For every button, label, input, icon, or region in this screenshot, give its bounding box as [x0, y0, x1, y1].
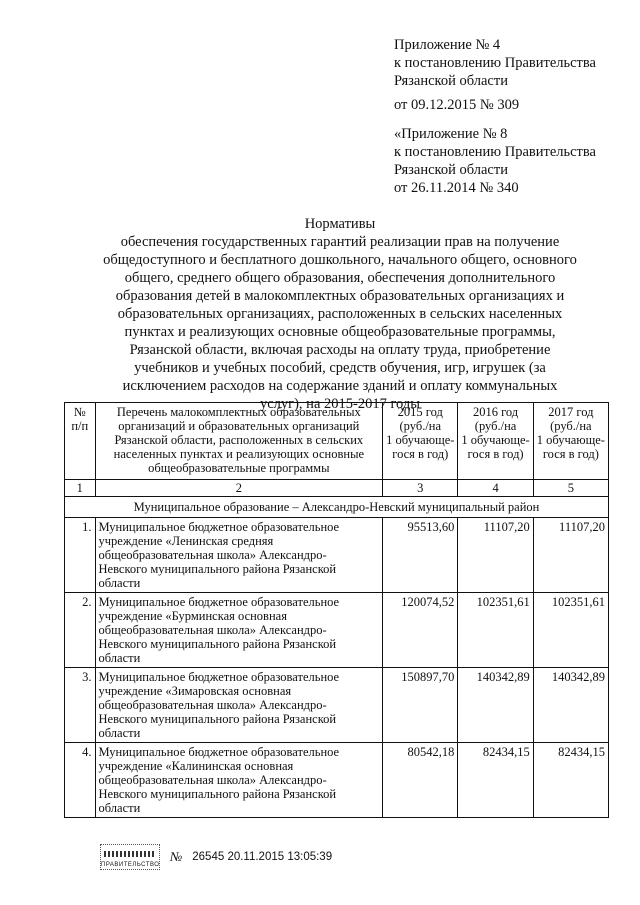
appendix-header	[394, 36, 634, 90]
normatives-table	[64, 402, 609, 818]
appendix-line: к постановлению Правительства	[394, 55, 596, 71]
barcode-icon	[104, 851, 156, 857]
name-line: учреждение «Ленинская средняя	[98, 534, 274, 548]
name-line: Невского муниципального района Рязанской	[98, 562, 337, 576]
table-row	[65, 668, 609, 743]
value-2016: 82434,15	[458, 743, 533, 818]
institution-name	[95, 668, 383, 743]
value-2016: 102351,61	[458, 593, 533, 668]
header-text: (руб./на	[399, 419, 442, 433]
name-line: Невского муниципального района Рязанской	[98, 712, 337, 726]
title-line: услуг), на 2015-2017 годы	[259, 396, 420, 412]
prior-appendix-line: к постановлению Правительства	[394, 144, 596, 160]
appendix-line: Приложение № 4	[394, 37, 501, 53]
header-no	[65, 403, 96, 480]
title-heading: Нормативы	[304, 216, 376, 232]
table-row	[65, 518, 609, 593]
name-line: Муниципальное бюджетное образовательное	[98, 595, 340, 609]
value-2017: 82434,15	[533, 743, 608, 818]
name-line: учреждение «Зимаровская основная	[98, 684, 292, 698]
name-line: учреждение «Калининская основная	[98, 759, 294, 773]
header-name	[95, 403, 383, 480]
prior-appendix	[394, 125, 634, 197]
title-line: учебников и учебных пособий, средств обучения, игр, игрушек (за	[134, 360, 546, 376]
name-line: Муниципальное бюджетное образовательное	[98, 520, 340, 534]
header-2015	[383, 403, 458, 480]
header-text: Рязанской области, расположенных в сельских	[114, 433, 364, 447]
value-2015: 150897,70	[383, 668, 458, 743]
name-line: области	[98, 726, 141, 740]
prior-appendix-line: Рязанской области	[394, 162, 508, 178]
name-line: общеобразовательная школа» Александро-	[98, 773, 327, 787]
appendix-line: Рязанской области	[394, 73, 508, 89]
header-text: организаций и образовательных организаций	[118, 419, 360, 433]
document-title	[90, 215, 590, 413]
row-number: 1.	[65, 518, 96, 593]
prior-appendix-line: от 26.11.2014 № 340	[394, 180, 519, 196]
name-line: Невского муниципального района Рязанской	[98, 787, 337, 801]
name-line: общеобразовательная школа» Александро-	[98, 623, 327, 637]
header-text: №	[73, 405, 86, 419]
header-2016	[458, 403, 533, 480]
stamp-caption: ПРАВИТЕЛЬСТВО	[101, 862, 160, 868]
name-line: общеобразовательная школа» Александро-	[98, 548, 327, 562]
title-line: общего, среднего общего образования, обеспечения дополнительного	[124, 270, 556, 286]
decree-date	[394, 96, 634, 114]
prior-appendix-line: «Приложение № 8	[394, 126, 508, 142]
column-number: 2	[95, 480, 383, 497]
header-text: Перечень малокомплектных образовательных	[116, 405, 361, 419]
header-text: гося в год)	[392, 447, 449, 461]
column-number: 3	[383, 480, 458, 497]
institution-name	[95, 593, 383, 668]
column-number: 4	[458, 480, 533, 497]
table-row	[65, 593, 609, 668]
document-footer	[100, 844, 332, 870]
column-numbers-row	[65, 480, 609, 497]
institution-name	[95, 518, 383, 593]
decree-date-line: от 09.12.2015 № 309	[394, 97, 520, 113]
institution-name	[95, 743, 383, 818]
header-2017	[533, 403, 608, 480]
name-line: учреждение «Бурминская основная	[98, 609, 287, 623]
header-text: 1 обучающе-	[536, 433, 605, 447]
name-line: области	[98, 576, 141, 590]
header-text: 2017 год	[548, 405, 594, 419]
header-text: общеобразовательные программы	[148, 461, 330, 475]
section-row	[65, 497, 609, 518]
header-text: населенных пунктах и реализующих основные	[113, 447, 365, 461]
row-number: 3.	[65, 668, 96, 743]
value-2016: 11107,20	[458, 518, 533, 593]
title-line: образования детей в малокомплектных образовательных организациях и	[115, 288, 565, 304]
header-text: 2016 год	[472, 405, 519, 419]
header-text: (руб./на	[474, 419, 517, 433]
title-line: образовательных организациях, расположенных в сельских населенных	[117, 306, 563, 322]
name-line: области	[98, 801, 141, 815]
name-line: общеобразовательная школа» Александро-	[98, 698, 327, 712]
name-line: Невского муниципального района Рязанской	[98, 637, 337, 651]
value-2015: 120074,52	[383, 593, 458, 668]
column-number: 5	[533, 480, 608, 497]
header-text: (руб./на	[550, 419, 592, 433]
header-text: гося в год)	[467, 447, 524, 461]
number-symbol: №	[170, 849, 183, 864]
header-text: гося в год)	[542, 447, 599, 461]
title-line: пунктах и реализующих основные общеобразовательные программы,	[124, 324, 556, 340]
name-line: Муниципальное бюджетное образовательное	[98, 670, 340, 684]
value-2017: 102351,61	[533, 593, 608, 668]
table-header-row	[65, 403, 609, 480]
name-line: области	[98, 651, 141, 665]
row-number: 2.	[65, 593, 96, 668]
value-2017: 11107,20	[533, 518, 608, 593]
value-2015: 95513,60	[383, 518, 458, 593]
header-text: 2015 год	[397, 405, 443, 419]
row-number: 4.	[65, 743, 96, 818]
value-2017: 140342,89	[533, 668, 608, 743]
value-2016: 140342,89	[458, 668, 533, 743]
column-number: 1	[65, 480, 96, 497]
registry-stamp-icon	[100, 844, 160, 870]
value-2015: 80542,18	[383, 743, 458, 818]
section-title: Муниципальное образование – Александро-Невский муниципальный район	[65, 497, 609, 518]
header-text: 1 обучающе-	[386, 433, 455, 447]
title-line: обеспечения государственных гарантий реализации прав на получение	[120, 234, 560, 250]
registration-info: 26545 20.11.2015 13:05:39	[192, 851, 333, 863]
title-line: Рязанской области, включая расходы на оплату труда, приобретение	[129, 342, 551, 358]
table-row	[65, 743, 609, 818]
header-text: 1 обучающе-	[461, 433, 530, 447]
name-line: Муниципальное бюджетное образовательное	[98, 745, 340, 759]
title-line: исключением расходов на содержание зданий и оплату коммунальных	[122, 378, 558, 394]
title-line: общедоступного и бесплатного дошкольного, начального общего, основного	[103, 252, 577, 268]
header-text: п/п	[71, 419, 89, 433]
